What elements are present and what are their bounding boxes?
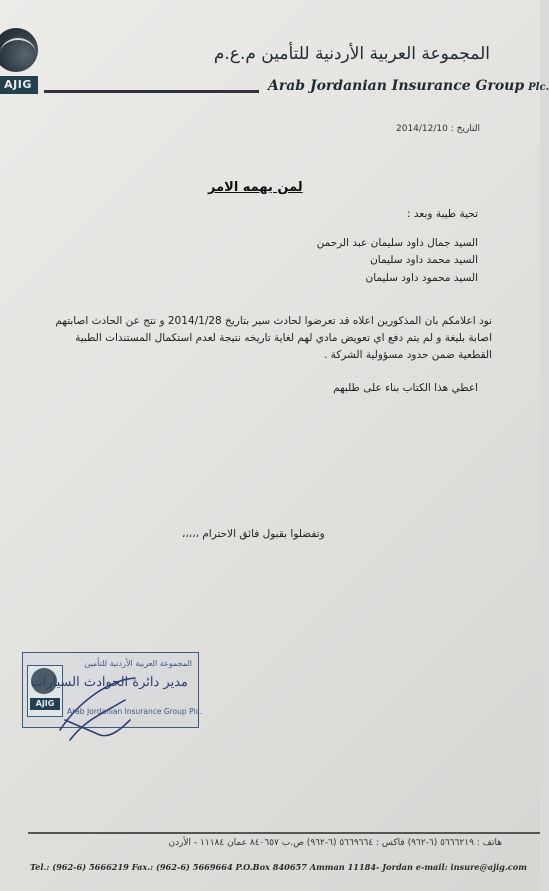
stamp-company-arabic: المجموعة العربية الأردنية للتأمين [84, 659, 192, 668]
stamp-logo-abbreviation: AJIG [30, 698, 60, 710]
letter-purpose: اعطي هذا الكتاب بناء على طلبهم [333, 382, 478, 394]
footer-contact-arabic: هاتف : ٥٦٦٦٢١٩ (٦-٩٦٢) فاكس : ٥٦٦٩٦٦٤ (٦-٩٦٢) ص.ب ٨٤٠٦٥٧ عمان ١١١٨٤ - الأردن [168, 838, 502, 848]
recipient-name-2: السيد محمد داود سليمان [370, 254, 478, 266]
company-name-arabic: المجموعة العربية الأردنية للتأمين م.ع.م [213, 44, 490, 64]
company-suffix: Plc. [528, 82, 549, 93]
company-name-english [268, 78, 549, 94]
handwritten-signature-icon [40, 660, 150, 750]
letter-closing: وتفضلوا بقبول فائق الاحترام ،،،،، [182, 528, 325, 540]
footer-divider [28, 832, 540, 834]
recipient-name-1: السيد جمال داود سليمان عبد الرحمن [316, 237, 478, 249]
company-name-english-text: Arab Jordanian Insurance Group [268, 78, 525, 94]
letter-greeting: تحية طيبة وبعد : [407, 208, 478, 220]
letter-body: نود اعلامكم بان المذكورين اعلاه قد تعرضوا لحادث سير بتاريخ 2014/1/28 و نتج عن الحادث اصابتهم اصابة بليغة و لم يتم دفع اي تعويض مادي لهم لغاية تاريخه نتيجة لعدم استكمال المستندات الطبية القطعية ضمن حدود مسؤولية الشركة . [55, 315, 492, 361]
footer-contact-english: Tel.: (962-6) 5666219 Fax.: (962-6) 5669664 P.O.Box 840657 Amman 11184- Jordan e-mail: insure@ajig.com [30, 862, 527, 872]
header-divider [44, 90, 259, 93]
logo-emblem-icon [0, 28, 38, 72]
recipient-name-3: السيد محمود داود سليمان [365, 272, 478, 284]
logo-abbreviation: AJIG [0, 76, 38, 94]
letter-title: لمن يهمه الامر [208, 180, 303, 195]
stamp-signature-title: مدير دائرة الحوادث السيارات [30, 675, 188, 690]
stamp-company-english: Arab Jordanian Insurance Group Plc. [67, 707, 203, 716]
company-logo [0, 28, 40, 98]
letter-date: التاريخ : 2014/12/10 [396, 124, 480, 134]
